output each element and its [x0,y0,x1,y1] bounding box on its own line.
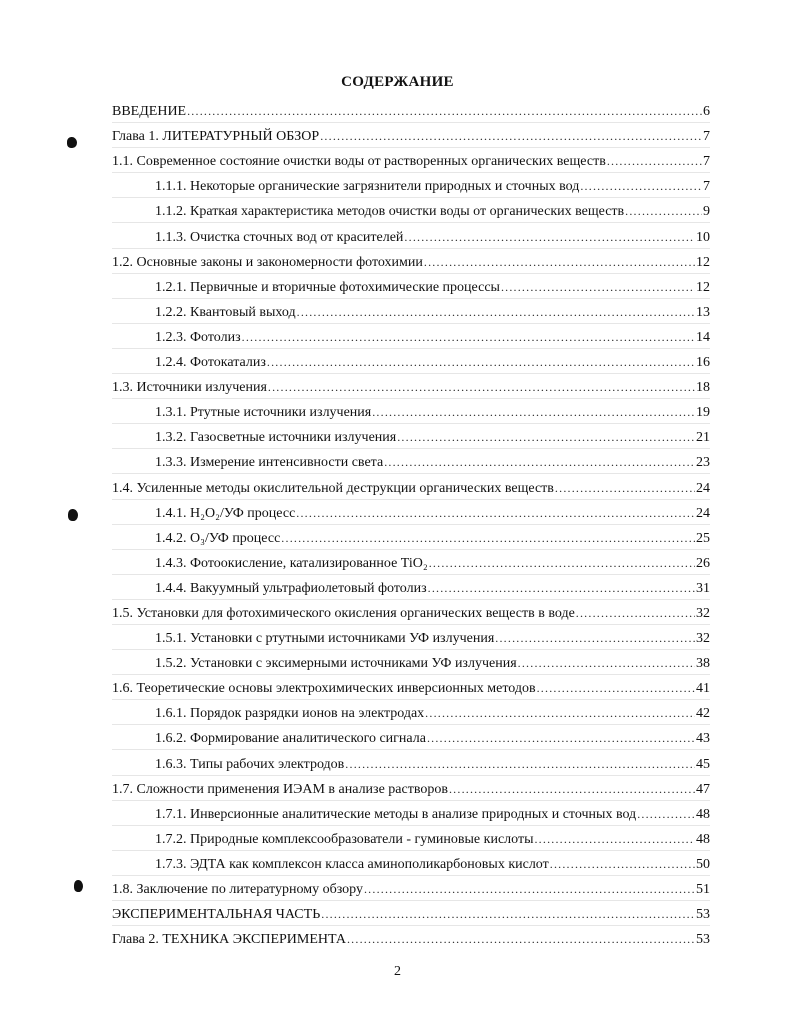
dot-leader [534,831,695,848]
dot-leader [187,103,702,120]
toc-entry-label: 1.2. Основные законы и закономерности фотохимии [112,254,423,270]
toc-entry-label: 1.7.2. Природные комплексообразователи - гуминовые кислоты [155,831,534,847]
toc-entry-label: 1.1.3. Очистка сточных вод от красителей [155,229,404,245]
toc-entry[interactable] [112,850,710,875]
toc-entry-label: Глава 2. ТЕХНИКА ЭКСПЕРИМЕНТА [112,932,346,948]
dot-leader [429,555,695,572]
toc-entry-label: 1.4.1. H₂O₂/УФ процесс [155,505,296,521]
toc-entry[interactable] [112,248,710,273]
dot-leader [242,329,695,346]
toc-entry-label: 1.3.3. Измерение интенсивности света [155,455,384,471]
page-number: 2 [394,964,401,979]
toc-entry[interactable] [112,674,710,699]
toc-entry-label: 1.7. Сложности применения ИЭАМ в анализе растворов [112,781,448,797]
toc-entry[interactable] [112,699,710,724]
toc-entry-page: 43 [696,731,710,747]
dot-leader [495,630,695,647]
toc-entry-page: 12 [696,254,710,270]
toc-entry-page: 31 [696,580,710,596]
toc-entry-page: 45 [696,756,710,772]
toc-entry-page: 42 [696,706,710,722]
toc-entry-page: 16 [696,355,710,371]
toc-entry-page: 7 [703,179,710,195]
toc-entry-label: 1.6.1. Порядок разрядки ионов на электродах [155,706,425,722]
dot-leader [364,881,695,898]
dot-leader [537,680,695,697]
toc-entry-page: 50 [696,856,710,872]
dot-leader [576,605,695,622]
toc-entry-page: 53 [696,932,710,948]
dot-leader [424,254,695,271]
toc-entry[interactable] [112,473,710,498]
toc-entry[interactable] [112,222,710,247]
ink-blot-3-icon [74,880,83,892]
toc-entry-page: 32 [696,631,710,647]
dot-leader [449,781,695,798]
toc-entry[interactable] [112,925,710,950]
toc-entry[interactable] [112,724,710,749]
toc-entry[interactable] [112,875,710,900]
toc-entry[interactable] [112,323,710,348]
toc-entry[interactable] [112,147,710,172]
toc-entry-page: 51 [696,882,710,897]
toc-entry-label: 1.5. Установки для фотохимического окисления органических веществ в воде [112,605,575,621]
toc-entry-label: 1.6. Теоретические основы электрохимических инверсионных методов [112,681,536,697]
dot-leader [625,203,702,220]
toc-entry-page: 21 [696,430,710,446]
toc-entry-page: 7 [703,154,710,170]
toc-entry-page: 47 [696,781,710,797]
dot-leader [607,153,702,170]
toc-entry[interactable] [112,172,710,197]
toc-entry-label: Глава 1. ЛИТЕРАТУРНЫЙ ОБЗОР [112,129,320,145]
dot-leader [501,279,695,296]
toc-entry-page: 12 [696,279,710,295]
toc-entry-page: 24 [696,505,710,521]
toc-entry-label: 1.4. Усиленные методы окислительной деструкции органических веществ [112,480,554,496]
dot-leader [384,454,695,471]
toc-entry-page: 13 [696,304,710,320]
toc-entry[interactable] [112,122,710,147]
toc-entry[interactable] [112,524,710,549]
toc-entry-label: 1.2.4. Фотокатализ [155,355,266,371]
dot-leader [428,580,695,597]
toc-entry-label: 1.3.1. Ртутные источники излучения [155,405,372,421]
toc-entry-page: 9 [703,204,710,220]
table-of-contents [112,97,710,950]
toc-entry-label: ВВЕДЕНИЕ [112,104,187,120]
toc-entry[interactable] [112,749,710,774]
toc-entry-page: 7 [703,129,710,145]
dot-leader [372,404,695,421]
dot-leader [555,480,695,497]
toc-entry[interactable] [112,624,710,649]
toc-entry-page: 24 [696,480,710,496]
dot-leader [404,229,695,246]
toc-entry-label: 1.5.2. Установки с эксимерными источниками УФ излучения [155,656,517,672]
toc-entry-page: 48 [696,831,710,847]
ink-blot-1-icon [67,137,77,148]
toc-entry-label: ЭКСПЕРИМЕНТАЛЬНАЯ ЧАСТЬ [112,907,321,923]
dot-leader [320,128,702,145]
toc-entry-page: 38 [696,656,710,672]
toc-entry-label: 1.1.2. Краткая характеристика методов очистки воды от органических веществ [155,204,625,220]
toc-entry[interactable] [112,448,710,473]
toc-entry-label: 1.2.1. Первичные и вторичные фотохимические процессы [155,279,500,295]
toc-entry[interactable] [112,423,710,448]
toc-entry-label: 1.2.2. Квантовый выход [155,304,296,320]
dot-leader [580,178,702,195]
dot-leader [267,354,695,371]
toc-entry[interactable] [112,348,710,373]
dot-leader [637,806,695,823]
ink-blot-2-icon [68,509,78,521]
toc-entry[interactable] [112,373,710,398]
dot-leader [321,906,695,923]
toc-entry-label: 1.7.3. ЭДТА как комплексон класса аминополикарбоновых кислот [155,856,549,872]
toc-entry-page: 26 [696,555,710,571]
toc-entry[interactable] [112,825,710,850]
toc-entry[interactable] [112,499,710,524]
dot-leader [518,655,695,672]
toc-title: СОДЕРЖАНИЕ [341,74,454,90]
toc-entry[interactable] [112,574,710,599]
dot-leader [281,530,695,547]
toc-entry-page: 48 [696,806,710,822]
toc-entry-page: 32 [696,605,710,621]
toc-entry-label: 1.3. Источники излучения [112,380,267,396]
dot-leader [427,730,695,747]
toc-entry[interactable] [112,398,710,423]
toc-entry-page: 19 [696,405,710,421]
toc-entry[interactable] [112,599,710,624]
toc-entry-label: 1.4.2. O₃/УФ процесс [155,530,281,546]
dot-leader [296,505,695,522]
toc-entry[interactable] [112,900,710,925]
toc-entry-page: 14 [696,329,710,345]
dot-leader [550,856,695,873]
toc-entry-page: 25 [696,530,710,546]
toc-entry[interactable] [112,775,710,800]
toc-entry-label: 1.1.1. Некоторые органические загрязнители природных и сточных вод [155,179,580,195]
toc-entry-label: 1.6.2. Формирование аналитического сигнала [155,731,426,747]
toc-entry-label: 1.4.3. Фотоокисление, катализированное TiO₂ [155,555,428,571]
dot-leader [425,705,695,722]
dot-leader [297,304,695,321]
dot-leader [268,379,695,396]
toc-entry[interactable] [112,800,710,825]
toc-entry-label: 1.1. Современное состояние очистки воды от растворенных органических веществ [112,154,606,170]
toc-entry-page: 53 [696,907,710,923]
toc-entry[interactable] [112,549,710,574]
toc-entry-page: 23 [696,455,710,471]
dot-leader [397,429,695,446]
toc-entry[interactable] [112,273,710,298]
toc-entry-page: 10 [696,229,710,245]
toc-entry-page: 6 [703,104,710,120]
toc-entry-label: 1.7.1. Инверсионные аналитические методы в анализе природных и сточных вод [155,806,637,822]
toc-entry[interactable] [112,97,710,122]
toc-entry-label: 1.3.2. Газосветные источники излучения [155,430,397,446]
toc-entry-label: 1.4.4. Вакуумный ультрафиолетовый фотолиз [155,580,427,596]
toc-entry-label: 1.5.1. Установки с ртутными источниками УФ излучения [155,631,495,647]
toc-entry-label: 1.2.3. Фотолиз [155,329,241,345]
toc-entry[interactable] [112,298,710,323]
toc-entry-label: 1.8. Заключение по литературному обзору [112,882,363,897]
dot-leader [347,931,695,948]
toc-entry-label: 1.6.3. Типы рабочих электродов [155,756,345,772]
toc-entry-page: 41 [696,681,710,697]
dot-leader [345,756,695,773]
toc-entry[interactable] [112,197,710,222]
toc-entry[interactable] [112,649,710,674]
toc-entry-page: 18 [696,380,710,396]
